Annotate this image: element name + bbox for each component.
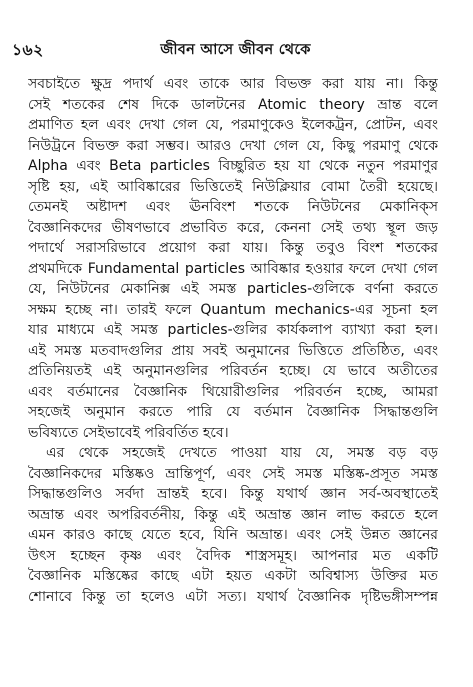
text-line: তেমনই অষ্টাদশ এবং ঊনবিংশ শতকে নিউটনের মেকানিক্‌স bbox=[28, 199, 438, 215]
text-line: এই সমস্ত মতবাদগুলির প্রায় সবই অনুমানের ভিত্তিতে প্রতিষ্ঠিত, এবং bbox=[28, 342, 438, 359]
text-line: Alpha এবং Beta particles বিচ্ছুরিত হয় যা থেকে নতুন পরমাণুর bbox=[28, 158, 438, 174]
text-line: অভ্রান্ত এবং অপরিবর্তনীয়, কিন্তু এই অভ্রান্ত জ্ঞান লাভ করতে হলে bbox=[28, 506, 438, 523]
text-line: শোনাবে কিন্তু তা হলেও এটা সত্য। যথার্থ বৈজ্ঞানিক দৃষ্টিভঙ্গীসম্পন্ন bbox=[28, 588, 438, 605]
text-line: বৈজ্ঞানিকদের ভীষণভাবে প্রভাবিত করে, কেননা সেই তথ্য স্থূল জড় bbox=[28, 219, 438, 236]
text-line: পদার্থে সরাসরিভাবে প্রয়োগ করা যায়। কিন্তু তবুও বিংশ শতকের bbox=[28, 240, 438, 256]
text-line: সৃষ্টি হয়, এই আবিষ্কারের ভিত্তিতেই নিউক্লিয়ার বোমা তৈরী হয়েছে। bbox=[28, 178, 438, 195]
text-line: বৈজ্ঞানিক মস্তিষ্কের কাছে এটা হয়ত একটা অবিশ্বাস্য উক্তির মত bbox=[28, 568, 438, 584]
body-text bbox=[28, 74, 438, 607]
page-number: ১৬২ bbox=[12, 41, 44, 59]
text-line: সবচাইতে ক্ষুদ্র পদার্থ এবং তাকে আর বিভক্ত করা যায় না। কিন্তু bbox=[28, 76, 438, 92]
text-line: নিউট্রনে বিভক্ত করা সম্ভব। আরও দেখা গেল যে, কিছু পরমাণু থেকে bbox=[28, 137, 438, 154]
text-line: সক্ষম হচ্ছে না। তারই ফলে Quantum mechanics-এর সূচনা হল bbox=[28, 301, 438, 318]
text-line: যার মাধ্যমে এই সমস্ত particles-গুলির কার্যকলাপ ব্যাখ্যা করা হল। bbox=[28, 322, 438, 338]
text-line: প্রথমদিকে Fundamental particles আবিষ্কার হওয়ার ফলে দেখা গেল bbox=[28, 260, 438, 277]
text-line: যে, নিউটনের মেকানিক্স এই সমস্ত particles-গুলিকে বর্ণনা করতে bbox=[28, 281, 438, 297]
page-header bbox=[12, 38, 459, 58]
text-line: উৎস হচ্ছেন কৃষ্ণ এবং বৈদিক শাস্ত্রসমূহ। আপনার মত একটি bbox=[28, 547, 438, 564]
running-title: জীবন আসে জীবন থেকে bbox=[160, 42, 311, 58]
text-line: সিদ্ধান্তগুলিও সর্বদা ভ্রান্তই হবে। কিন্তু যথার্থ জ্ঞান সর্ব-অবস্থাতেই bbox=[28, 486, 438, 502]
text-line: এর থেকে সহজেই দেখতে পাওয়া যায় যে, সমস্ত বড় বড় bbox=[46, 445, 438, 461]
text-line: বৈজ্ঞানিকদের মস্তিষ্কও ভ্রান্তিপূর্ণ, এবং সেই সমস্ত মস্তিষ্ক-প্রসূত সমস্ত bbox=[28, 465, 438, 482]
text-line: সহজেই অনুমান করতে পারি যে বর্তমান বৈজ্ঞানিক সিদ্ধান্তগুলি bbox=[28, 404, 438, 420]
text-line: এমন কারও কাছে যেতে হবে, যিনি অভ্রান্ত। এবং সেই উন্নত জ্ঞানের bbox=[28, 527, 438, 543]
text-line: ভবিষ্যতে সেইভাবেই পরিবর্তিত হবে। bbox=[28, 424, 229, 441]
paragraph bbox=[28, 74, 438, 443]
text-line: প্রতিনিয়তই এই অনুমানগুলির পরিবর্তন হচ্ছে। যে ভাবে অতীতের bbox=[28, 363, 438, 379]
text-line: এবং বর্তমানের বৈজ্ঞানিক থিয়োরীগুলির পরিবর্তন হচ্ছে, আমরা bbox=[28, 383, 438, 400]
text-line: প্রমাণিত হল এবং দেখা গেল যে, পরমাণুকেও ইলেকট্রন, প্রোটন, এবং bbox=[28, 117, 438, 133]
paragraph bbox=[28, 443, 438, 607]
text-line: সেই শতকের শেষ দিকে ডালটনের Atomic theory ভ্রান্ত বলে bbox=[28, 96, 438, 113]
